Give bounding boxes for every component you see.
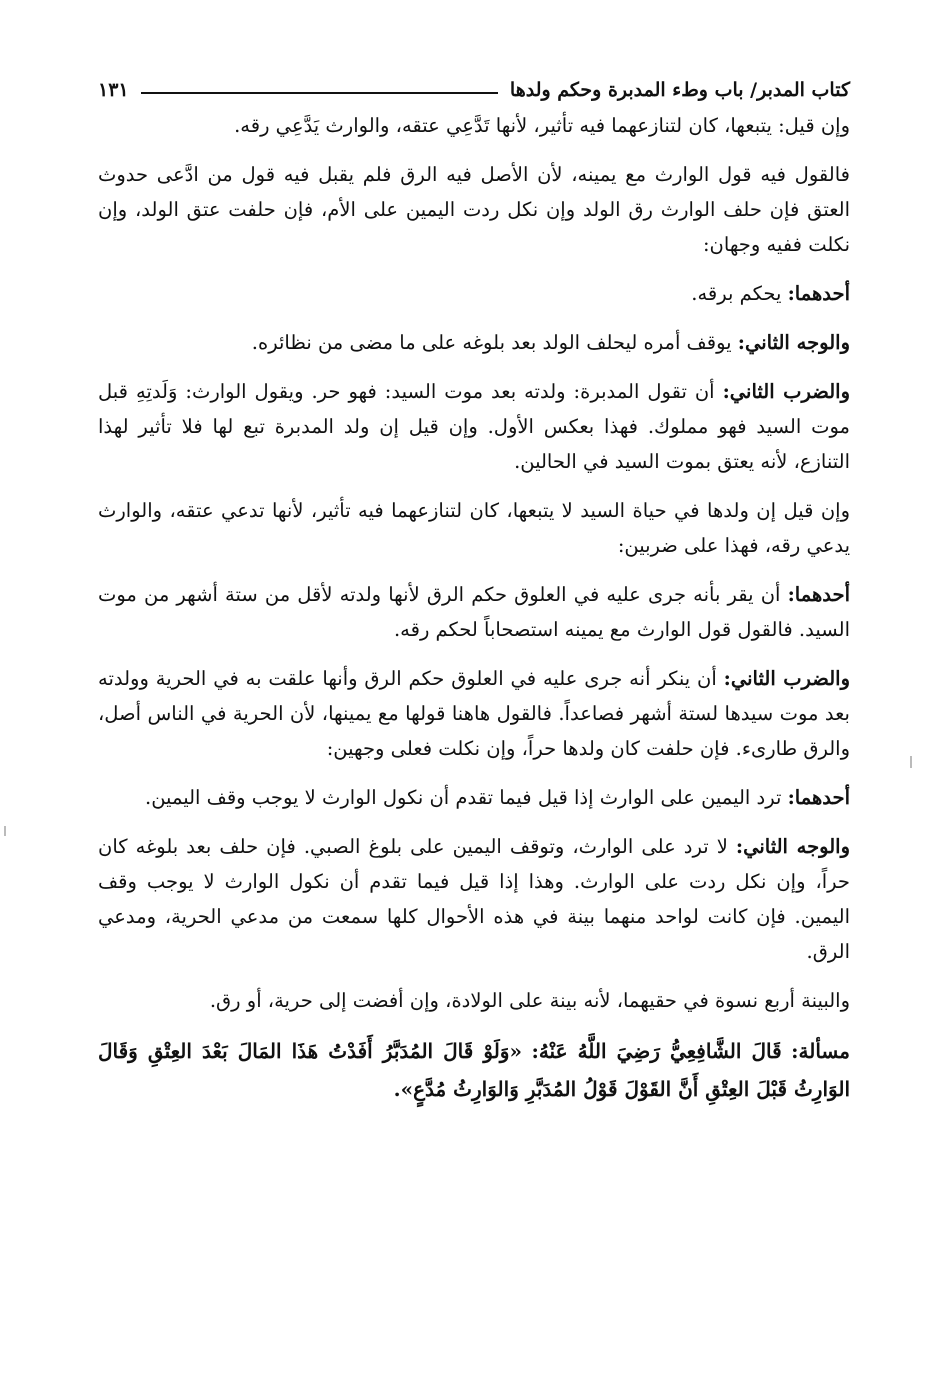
- masala-quote: «وَلَوْ قَالَ المُدَبَّرُ أَفَدْتُ هَذَا المَالَ بَعْدَ العِتْقِ وَقَالَ الوَارِثُ قَبْلَ العِتْقِ أَنَّ القَوْلَ قَوْلُ المُدَبَّرِ وَالوَارِثُ مُدَّعٍ».: [98, 1039, 850, 1101]
- paragraph-lead: أحدهما:: [787, 786, 850, 809]
- paragraph-text: ترد اليمين على الوارث إذا قيل فيما تقدم أن نكول الوارث لا يوجب وقف اليمين.: [145, 786, 782, 809]
- paragraph-text: فالقول فيه قول الوارث مع يمينه، لأن الأصل فيه الرق فلم يقبل فيه قول من ادَّعى حدوث العتق فإن حلف الوارث رق الولد وإن نكل ردت اليمين على الأم، فإن حلفت عتق الولد، وإن نكلت ففيه وجهان:: [98, 163, 850, 256]
- paragraph: [98, 829, 850, 969]
- header-title: كتاب المدبر/ باب وطء المدبرة وحكم ولدها: [509, 79, 850, 101]
- paragraph: [98, 983, 850, 1018]
- paragraph: [98, 493, 850, 563]
- paragraph: [98, 661, 850, 766]
- scan-edge-mark: [910, 756, 912, 768]
- paragraph-lead: والضرب الثاني:: [723, 667, 850, 690]
- paragraph-lead: والوجه الثاني:: [735, 835, 850, 858]
- paragraph-text: يحكم برقه.: [691, 282, 782, 305]
- paragraph-lead: والضرب الثاني:: [722, 380, 850, 403]
- paragraph-text: يوقف أمره ليحلف الولد بعد بلوغه على ما مضى من نظائره.: [251, 331, 732, 354]
- masala-lead: مسألة:: [791, 1039, 850, 1063]
- paragraph-text: أن يقر بأنه جرى عليه في العلوق حكم الرق لأنها ولدته لأقل من ستة أشهر من موت السيد. فالقول قول الوارث مع يمينه استصحاباً لحكم رقه.: [98, 583, 850, 641]
- paragraph-text: وإن قيل: يتبعها، كان لتنازعهما فيه تأثير، لأنها تَدَّعِي عتقه، والوارث يَدَّعِي رقه.: [234, 114, 850, 137]
- paragraph-lead: أحدهما:: [787, 282, 850, 305]
- masala-paragraph: [98, 1032, 850, 1108]
- paragraph-text: وإن قيل إن ولدها في حياة السيد لا يتبعها، كان لتنازعهما فيه تأثير، لأنها تدعي عتقه، والوارث يدعي رقه، فهذا على ضربين:: [98, 499, 850, 557]
- paragraph: [98, 276, 850, 311]
- paragraph-lead: أحدهما:: [787, 583, 850, 606]
- page-number: ١٣١: [98, 79, 129, 101]
- paragraph: [98, 374, 850, 479]
- paragraph-text: أن ينكر أنه جرى عليه في العلوق حكم الرق وأنها علقت به في الحرية وولدته بعد موت سيدها لستة أشهر فصاعداً. فالقول هاهنا قولها مع يمينها، لأن الحرية في الناس أصل، والرق طارىء. فإن حلفت كان ولدها حراً، وإن نكلت فعلى وجهين:: [98, 667, 850, 760]
- paragraph-text: لا ترد على الوارث، وتوقف اليمين على بلوغ الصبي. فإن حلف بعد بلوغه كان حراً، وإن نكل ردت على الوارث. وهذا إذا قيل فيما تقدم أن نكول الوارث لا يوجب وقف اليمين. فإن كانت لواحد منهما بينة في هذه الأحوال كلها سمعت من مدعي الحرية، ومدعي الرق.: [98, 835, 850, 963]
- paragraph: [98, 577, 850, 647]
- document-page: [98, 74, 850, 1108]
- paragraph: [98, 325, 850, 360]
- paragraph-lead: والوجه الثاني:: [737, 331, 850, 354]
- paragraph: [98, 108, 850, 143]
- paragraph-text: أن تقول المدبرة: ولدته بعد موت السيد: فهو حر. ويقول الوارث: وَلَدتِهِ قبل موت السيد فهو مملوك. فهذا بعكس الأول. وإن قيل إن ولد المدبرة تبع لها فلا تأثير لهذا التنازع، لأنه يعتق بموت السيد في الحالين.: [98, 380, 850, 473]
- body-text: [98, 108, 850, 1108]
- paragraph-text: والبينة أربع نسوة في حقيهما، لأنه بينة على الولادة، وإن أفضت إلى حرية، أو رق.: [209, 989, 850, 1012]
- scan-edge-mark: [4, 826, 6, 836]
- paragraph: [98, 780, 850, 815]
- masala-attribution: قَالَ الشَّافِعِيُّ رَضِيَ اللَّهُ عَنْهُ:: [531, 1039, 782, 1063]
- header-rule: [141, 92, 498, 94]
- paragraph: [98, 157, 850, 262]
- running-header: [98, 74, 850, 106]
